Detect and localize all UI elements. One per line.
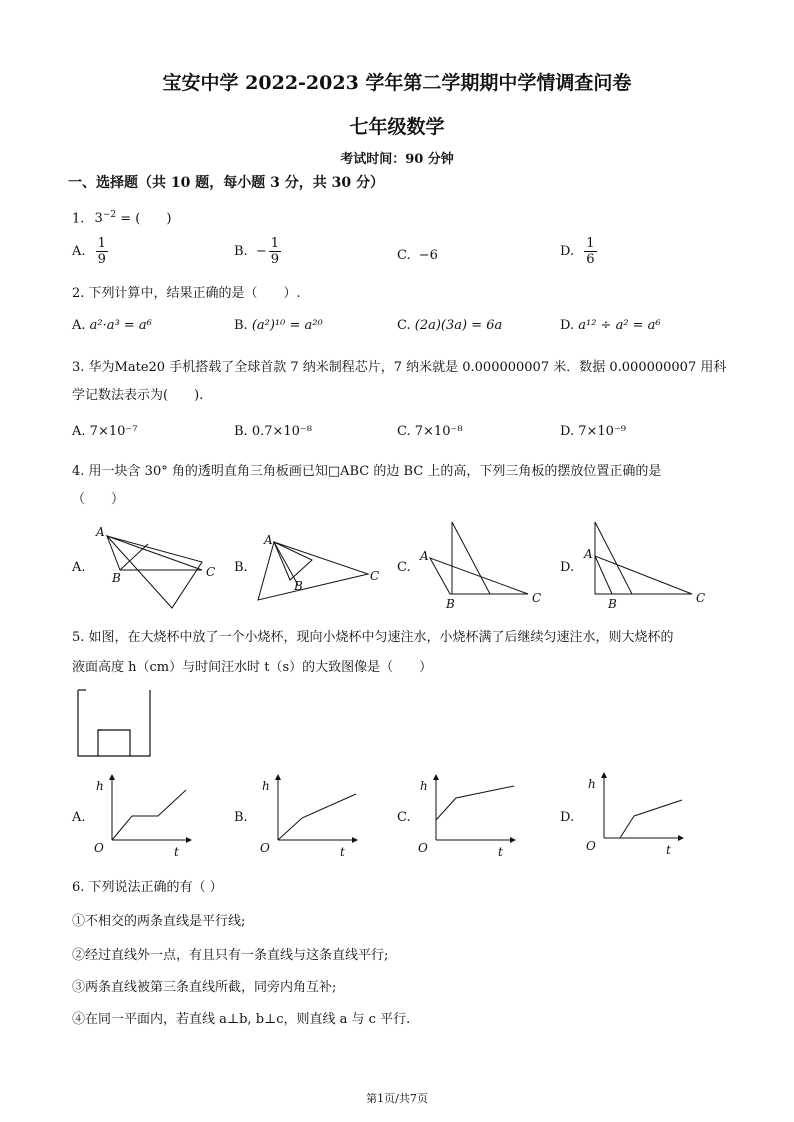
q1-base: 3 (94, 211, 103, 227)
triangle-abc (430, 558, 528, 594)
q5-option-c-label[interactable]: C. (397, 810, 411, 825)
q2-option-d[interactable] (560, 318, 661, 333)
axis-h-label: h (96, 779, 104, 793)
label-C: C (696, 591, 706, 605)
option-label: A. (72, 318, 86, 333)
denominator: 9 (270, 252, 280, 267)
axis-t-label: t (340, 845, 345, 859)
label-C: C (370, 569, 380, 583)
option-label: A. (72, 244, 86, 259)
option-label: D. (560, 244, 575, 259)
q4-option-d-label[interactable]: D. (560, 560, 575, 575)
q6-statement-1: ①不相交的两条直线是平行线; (72, 914, 246, 929)
q1-tail: = ( ) (120, 211, 172, 227)
question-5-line1: 5. 如图，在大烧杯中放了一个小烧杯，现向小烧杯中匀速注水，小烧杯满了后继续匀速注水，则大烧杯的 (72, 630, 674, 645)
q2-option-a[interactable] (72, 318, 152, 333)
option-text: 0.7×10⁻⁸ (251, 424, 313, 439)
axis-h-label: h (262, 779, 270, 793)
q5-graph-a (90, 770, 195, 860)
q6-statement-4: ④在同一平面内，若直线 a⊥b, b⊥c，则直线 a 与 c 平行. (72, 1012, 411, 1027)
question-4-line2: （ ） (72, 492, 125, 507)
q1-exponent: −2 (102, 210, 117, 220)
label-A: A (264, 533, 273, 547)
q2-option-c[interactable] (397, 318, 502, 333)
option-label: D. (560, 424, 575, 439)
minus-sign: − (255, 244, 267, 259)
q4-option-a-label[interactable]: A. (72, 560, 86, 575)
large-beaker (78, 690, 150, 756)
small-beaker (98, 730, 130, 756)
q4-option-b-label[interactable]: B. (234, 560, 248, 575)
denominator: 6 (586, 252, 595, 267)
option-label: D. (560, 318, 575, 333)
question-4-line1: 4. 用一块含 30° 角的透明直角三角板画已知□ABC 的边 BC 上的高，下列三角板的摆放位置正确的是 (72, 464, 662, 479)
q1-option-b[interactable] (234, 236, 281, 267)
option-text: 7×10⁻⁷ (89, 424, 138, 439)
q1-number: 1. (72, 211, 85, 227)
numerator: 1 (97, 236, 106, 251)
label-B: B (608, 597, 617, 611)
option-text: −6 (418, 248, 438, 263)
option-label: A. (72, 424, 86, 439)
q4-option-c-label[interactable]: C. (397, 560, 411, 575)
q5-graph-b (256, 770, 361, 860)
origin-label: O (586, 839, 596, 853)
origin-label: O (260, 841, 270, 855)
option-text: a¹² ÷ a² = a⁶ (578, 318, 661, 333)
option-label: C. (397, 424, 411, 439)
label-B: B (112, 571, 121, 585)
q3-option-c[interactable] (397, 424, 463, 439)
fraction (96, 236, 108, 267)
set-square (274, 542, 312, 580)
label-A: A (96, 525, 105, 539)
option-label: C. (397, 318, 411, 333)
axis-t-label: t (174, 845, 179, 859)
option-text: (a²)¹⁰ = a²⁰ (251, 318, 323, 333)
option-text: 7×10⁻⁸ (414, 424, 463, 439)
label-A: A (420, 549, 429, 563)
option-label: B. (234, 318, 248, 333)
set-square (452, 522, 490, 594)
graph-line (436, 786, 514, 820)
origin-label: O (94, 841, 104, 855)
q1-option-a[interactable] (72, 236, 108, 267)
question-1-stem (72, 206, 171, 228)
option-text: 7×10⁻⁹ (578, 424, 627, 439)
q5-option-a-label[interactable]: A. (72, 810, 86, 825)
triangle-abc (595, 556, 692, 594)
axis-t-label: t (666, 843, 671, 857)
label-A: A (584, 547, 593, 561)
graph-line (112, 790, 186, 840)
origin-label: O (418, 841, 428, 855)
axis-t-label: t (498, 845, 503, 859)
triangle-abc (107, 536, 202, 570)
q1-option-d[interactable] (560, 236, 597, 267)
question-3-line2: 学记数法表示为( ). (72, 388, 204, 403)
q5-graph-d (582, 770, 687, 860)
exam-time: 考试时间：90 分钟 (340, 152, 454, 167)
triangle-abc (258, 542, 368, 600)
label-B: B (446, 597, 455, 611)
label-C: C (532, 591, 542, 605)
exam-subtitle: 七年级数学 (349, 116, 445, 138)
numerator: 1 (270, 236, 280, 251)
set-square (107, 536, 202, 608)
q3-option-b[interactable] (234, 424, 312, 439)
label-C: C (206, 565, 216, 579)
label-B: B (294, 579, 303, 593)
denominator: 9 (97, 252, 106, 267)
fraction (269, 236, 281, 267)
q6-statement-3: ③两条直线被第三条直线所截，同旁内角互补; (72, 980, 337, 995)
numerator: 1 (586, 236, 595, 251)
q5-option-d-label[interactable]: D. (560, 810, 575, 825)
q5-option-b-label[interactable]: B. (234, 810, 248, 825)
option-text: a²·a³ = a⁶ (89, 318, 152, 333)
fraction (584, 236, 596, 267)
option-label: B. (234, 424, 248, 439)
q4-figure-c (418, 518, 548, 612)
question-3-line1: 3. 华为Mate20 手机搭载了全球首款 7 纳米制程芯片，7 纳米就是 0.000000007 米．数据 0.000000007 用科 (72, 360, 727, 375)
q3-option-d[interactable] (560, 424, 626, 439)
question-6-stem: 6. 下列说法正确的有（ ） (72, 880, 223, 895)
axis-h-label: h (420, 779, 428, 793)
graph-line (278, 794, 356, 840)
beaker-figure (76, 688, 156, 758)
q4-figure-a (92, 522, 222, 614)
q3-option-a[interactable] (72, 424, 137, 439)
question-2-stem: 2. 下列计算中，结果正确的是（ ）. (72, 286, 301, 301)
q1-option-c[interactable] (397, 248, 438, 263)
q4-figure-d (580, 518, 710, 612)
q5-graph-c (414, 770, 519, 860)
exam-title: 宝安中学 2022-2023 学年第二学期期中学情调查问卷 (162, 72, 632, 94)
axis-h-label: h (588, 777, 596, 791)
question-5-line2: 液面高度 h（cm）与时间汪水时 t（s）的大致图像是（ ） (72, 660, 433, 675)
section-heading: 一、选择题（共 10 题，每小题 3 分，共 30 分） (68, 175, 384, 191)
option-label: C. (397, 248, 411, 263)
option-text: (2a)(3a) = 6a (414, 318, 503, 333)
q6-statement-2: ②经过直线外一点，有且只有一条直线与这条直线平行; (72, 948, 389, 963)
graph-line (604, 800, 682, 838)
q2-option-b[interactable] (234, 318, 323, 333)
page-number: 第1页/共7页 (366, 1092, 428, 1105)
q4-figure-b (250, 530, 385, 606)
option-label: B. (234, 244, 248, 259)
